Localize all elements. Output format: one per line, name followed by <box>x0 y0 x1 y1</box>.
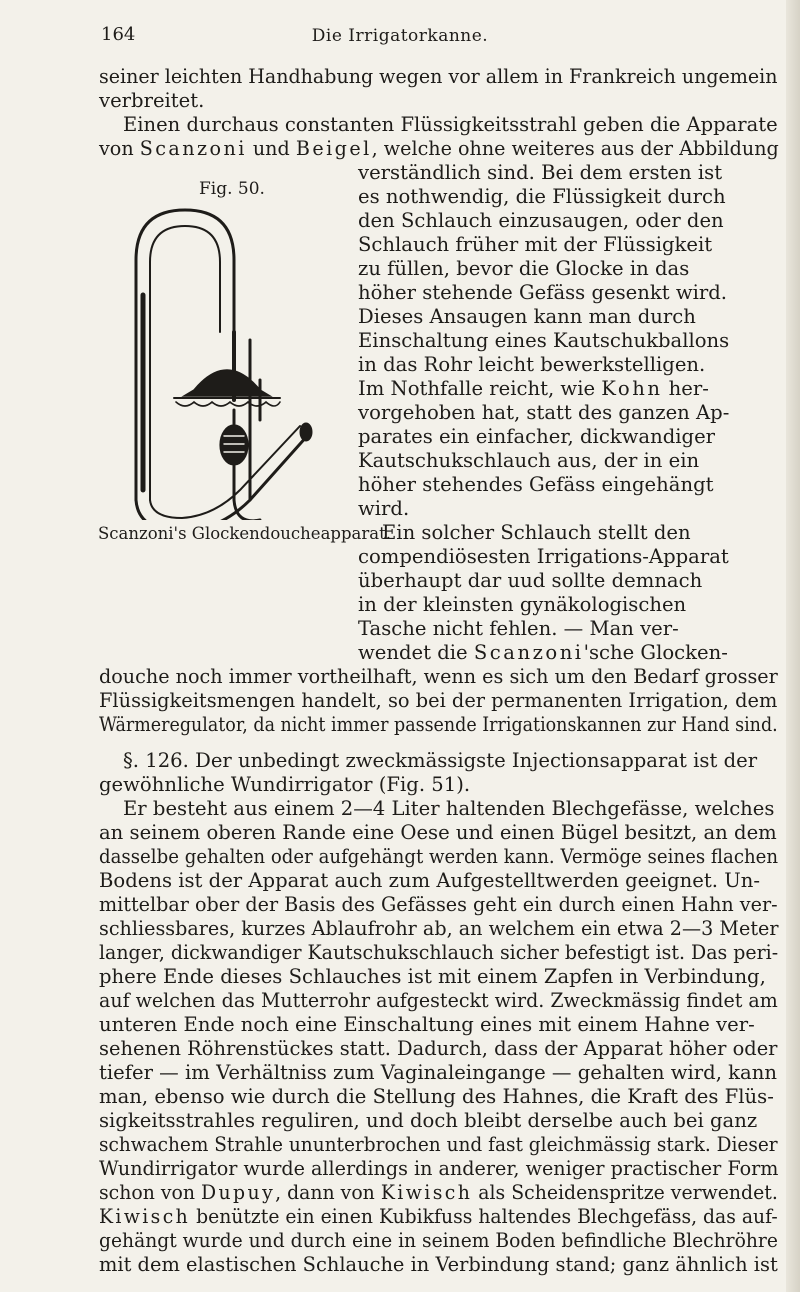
text-line: gewöhnliche Wundirrigator (Fig. 51). <box>99 773 471 796</box>
text-line: mittelbar ober der Basis des Gefässes geht ein durch einen Hahn ver- <box>99 893 778 916</box>
text-line: Im Nothfalle reicht, wie Kohn her- <box>358 377 709 400</box>
text-line: compendiösesten Irrigations-Apparat <box>358 545 729 568</box>
text-line: unteren Ende noch eine Einschaltung eines mit einem Hahne ver- <box>99 1013 755 1036</box>
text-line: vorgehoben hat, statt des ganzen Ap- <box>358 401 730 424</box>
author-name: Scanzoni <box>139 137 247 160</box>
text-line: dasselbe gehalten oder aufgehängt werden kann. Vermöge seines flachen <box>99 845 779 868</box>
text-line: langer, dickwandiger Kautschukschlauch sicher befestigt ist. Das peri- <box>99 941 779 964</box>
text-line: Einschaltung eines Kautschukballons <box>358 329 730 352</box>
text-line: in der kleinsten gynäkologischen <box>358 593 687 616</box>
text-line: mit dem elastischen Schlauche in Verbindung stand; ganz ähnlich ist <box>99 1253 778 1276</box>
text-line: höher stehende Gefäss gesenkt wird. <box>358 281 728 304</box>
text-line: schon von Dupuy, dann von Kiwisch als Scheidenspritze verwendet. <box>99 1181 778 1204</box>
text-line: Er besteht aus einem 2—4 Liter haltenden Blechgefässe, welches <box>123 797 775 820</box>
text-line: schliessbares, kurzes Ablaufrohr ab, an welchem ein etwa 2—3 Meter <box>99 917 779 940</box>
text-line: an seinem oberen Rande eine Oese und einen Bügel besitzt, an dem <box>99 821 777 844</box>
running-title: Die Irrigatorkanne. <box>311 26 489 46</box>
text-line: von Scanzoni und Beigel, welche ohne weiteres aus der Abbildung <box>99 137 779 160</box>
text-line: tiefer — im Verhältniss zum Vaginaleingange — gehalten wird, kann <box>99 1061 777 1084</box>
text-line: Wärmeregulator, da nicht immer passende Irrigationskannen zur Hand sind. <box>99 713 778 736</box>
text-line: überhaupt dar uud sollte demnach <box>358 569 703 592</box>
text-line: verbreitet. <box>99 89 205 112</box>
section-heading-line: §. 126. Der unbedingt zweckmässigste Injectionsapparat ist der <box>123 749 758 772</box>
text-line: verständlich sind. Bei dem ersten ist <box>358 161 723 184</box>
text-line: Bodens ist der Apparat auch zum Aufgestelltwerden geeignet. Un- <box>99 869 760 892</box>
text-line: auf welchen das Mutterrohr aufgesteckt wird. Zweckmässig findet am <box>99 989 778 1012</box>
text-line: Kautschukschlauch aus, der in ein <box>358 449 700 472</box>
text-line: gehängt wurde und durch eine in seinem Boden befindliche Blechröhre <box>99 1229 778 1252</box>
text-line: man, ebenso wie durch die Stellung des Hahnes, die Kraft des Flüs- <box>99 1085 774 1108</box>
text-line: Flüssigkeitsmengen handelt, so bei der permanenten Irrigation, dem <box>99 689 778 712</box>
text-line: Tasche nicht fehlen. — Man ver- <box>358 617 679 640</box>
text-line: parates ein einfacher, dickwandiger <box>358 425 716 448</box>
text-line: höher stehendes Gefäss eingehängt <box>358 473 714 496</box>
text-line: den Schlauch einzusaugen, oder den <box>358 209 724 232</box>
text-line: sehenen Röhrenstückes statt. Dadurch, dass der Apparat höher oder <box>99 1037 778 1060</box>
text-line: douche noch immer vortheilhaft, wenn es sich um den Bedarf grosser <box>99 665 778 688</box>
text-line: wird. <box>358 497 410 520</box>
text-line: sigkeitsstrahles reguliren, und doch bleibt derselbe auch bei ganz <box>99 1109 758 1132</box>
text-line: Schlauch früher mit der Flüssigkeit <box>358 233 713 256</box>
text-line: Kiwisch benützte ein einen Kubikfuss haltendes Blechgefäss, das auf- <box>99 1205 778 1228</box>
page-edge-shadow <box>786 0 800 1292</box>
figure-caption: Scanzoni's Glockendoucheapparat. <box>98 524 391 543</box>
page-number: 164 <box>101 24 136 45</box>
author-name: Kiwisch <box>380 1181 473 1204</box>
author-name: Dupuy <box>200 1181 276 1204</box>
text-line: phere Ende dieses Schlauches ist mit einem Zapfen in Verbindung, <box>99 965 766 988</box>
text-line: Einen durchaus constanten Flüssigkeitsstrahl geben die Apparate <box>123 113 778 136</box>
author-name: Beigel <box>295 137 372 160</box>
text-line: schwachem Strahle ununterbrochen und fast gleichmässig stark. Dieser <box>99 1133 778 1156</box>
text-line: Ein solcher Schlauch stellt den <box>382 521 691 544</box>
text-line: Wundirrigator wurde allerdings in anderer, weniger practischer Form <box>99 1157 779 1180</box>
text-line: seiner leichten Handhabung wegen vor allem in Frankreich ungemein <box>99 65 778 88</box>
author-name: Kohn <box>601 377 663 400</box>
figure-label: Fig. 50. <box>199 179 265 199</box>
glockendouche-apparatus-illustration <box>110 200 320 520</box>
text-line: in das Rohr leicht bewerkstelligen. <box>358 353 706 376</box>
text-line: zu füllen, bevor die Glocke in das <box>358 257 690 280</box>
text-line: wendet die Scanzoni'sche Glocken- <box>358 641 728 664</box>
text-line: Dieses Ansaugen kann man durch <box>358 305 696 328</box>
author-name: Kiwisch <box>99 1205 191 1228</box>
text-line: es nothwendig, die Flüssigkeit durch <box>358 185 726 208</box>
author-name: Scanzoni <box>473 641 584 664</box>
